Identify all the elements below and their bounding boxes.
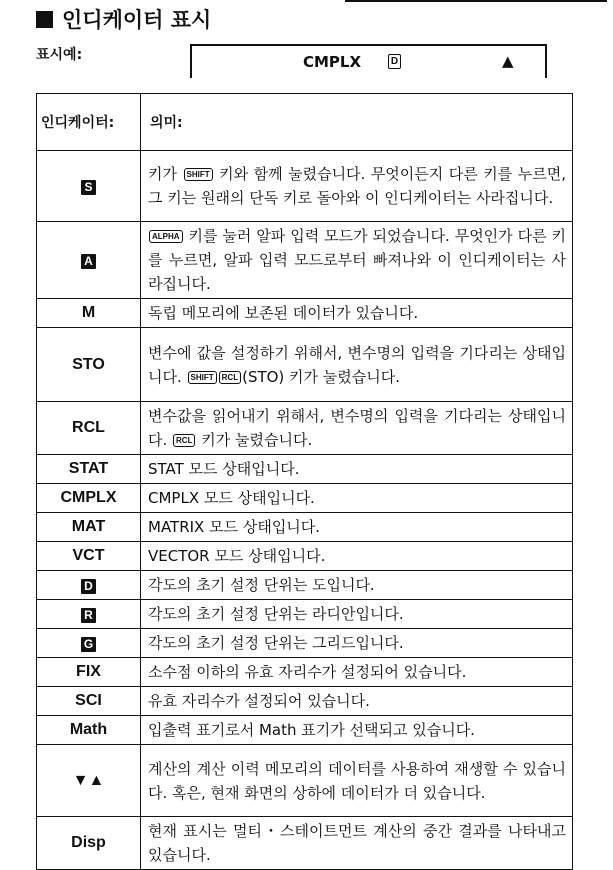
row-indicator: RCL <box>37 402 141 455</box>
row-meaning: 소수점 이하의 유효 자리수가 설정되어 있습니다. <box>141 658 573 687</box>
row-indicator: SCI <box>37 687 141 716</box>
row-meaning: VECTOR 모드 상태입니다. <box>141 542 573 571</box>
row-indicator: MAT <box>37 513 141 542</box>
row-meaning: MATRIX 모드 상태입니다. <box>141 513 573 542</box>
table-row <box>37 455 573 484</box>
table-row <box>37 542 573 571</box>
example-display <box>190 44 547 78</box>
degree-indicator-icon: D <box>81 579 96 594</box>
table-row <box>37 817 573 870</box>
row-meaning: 입출력 표기로서 Math 표기가 선택되고 있습니다. <box>141 716 573 745</box>
row-indicator: STO <box>37 328 141 402</box>
row-meaning: STAT 모드 상태입니다. <box>141 455 573 484</box>
row-meaning: 유효 자리수가 설정되어 있습니다. <box>141 687 573 716</box>
header-indicator: 인디케이터: <box>37 94 141 151</box>
row-meaning: 계산의 계산 이력 메모리의 데이터를 사용하여 재생할 수 있습니다. 혹은, 현재 화면의 상하에 데이터가 더 있습니다. <box>141 745 573 817</box>
row-meaning: 독립 메모리에 보존된 데이터가 있습니다. <box>141 299 573 328</box>
row-meaning: 각도의 초기 설정 단위는 그리드입니다. <box>141 629 573 658</box>
table-row <box>37 658 573 687</box>
display-up-arrow: ▲ <box>502 52 514 70</box>
display-mode: CMPLX <box>303 53 362 71</box>
indicator-table <box>36 93 573 870</box>
row-meaning: 각도의 초기 설정 단위는 라디안입니다. <box>141 600 573 629</box>
shift-indicator-icon: S <box>81 180 96 195</box>
table-row <box>37 299 573 328</box>
table-row <box>37 600 573 629</box>
table-row <box>37 513 573 542</box>
row-meaning: CMPLX 모드 상태입니다. <box>141 484 573 513</box>
example-label: 표시예: <box>36 47 83 63</box>
rcl-key-icon: RCL <box>219 371 241 384</box>
table-row <box>37 328 573 402</box>
row-indicator: STAT <box>37 455 141 484</box>
grad-indicator-icon: G <box>81 637 96 652</box>
row-meaning: ALPHA 키를 눌러 알파 입력 모드가 되었습니다. 무엇인가 다른 키를 누르면, 알파 입력 모드로부터 빠져나와 이 인디케이터는 사라집니다. <box>141 222 573 299</box>
section-title <box>36 4 211 34</box>
table-header-row <box>37 94 573 151</box>
table-row <box>37 571 573 600</box>
table-row <box>37 716 573 745</box>
table-row <box>37 687 573 716</box>
alpha-key-icon: ALPHA <box>149 230 183 243</box>
shift-key-icon: SHIFT <box>188 371 217 384</box>
scroll-arrows-icon: ▼▲ <box>37 745 141 817</box>
row-meaning: 변수값을 읽어내기 위해서, 변수명의 입력을 기다리는 상태입니다. RCL 키가 눌렸습니다. <box>141 402 573 455</box>
table-row <box>37 151 573 222</box>
table-row <box>37 745 573 817</box>
header-meaning: 의미: <box>141 94 573 151</box>
rcl-key-icon: RCL <box>173 434 195 447</box>
shift-key-icon: SHIFT <box>184 168 213 181</box>
alpha-indicator-icon: A <box>81 254 96 269</box>
display-angle-indicator: D <box>388 54 401 69</box>
radian-indicator-icon: R <box>81 608 96 623</box>
section-title-text: 인디케이터 표시 <box>62 8 212 32</box>
row-indicator: Disp <box>37 817 141 870</box>
row-meaning: 변수에 값을 설정하기 위해서, 변수명의 입력을 기다리는 상태입니다. SHIFT RCL (STO) 키가 눌렸습니다. <box>141 328 573 402</box>
row-indicator: M <box>37 299 141 328</box>
row-indicator: CMPLX <box>37 484 141 513</box>
row-indicator: FIX <box>37 658 141 687</box>
row-meaning: 각도의 초기 설정 단위는 도입니다. <box>141 571 573 600</box>
row-meaning: 현재 표시는 멀티・스테이트먼트 계산의 중간 결과를 나타내고 있습니다. <box>141 817 573 870</box>
square-bullet-icon <box>36 11 53 28</box>
table-row <box>37 484 573 513</box>
table-row <box>37 629 573 658</box>
top-rule <box>345 0 607 2</box>
row-indicator: VCT <box>37 542 141 571</box>
table-row <box>37 222 573 299</box>
row-indicator: Math <box>37 716 141 745</box>
table-row <box>37 402 573 455</box>
row-meaning: 키가 SHIFT 키와 함께 눌렸습니다. 무엇이든지 다른 키를 누르면, 그 키는 원래의 단독 키로 돌아와 이 인디케이터는 사라집니다. <box>141 151 573 222</box>
